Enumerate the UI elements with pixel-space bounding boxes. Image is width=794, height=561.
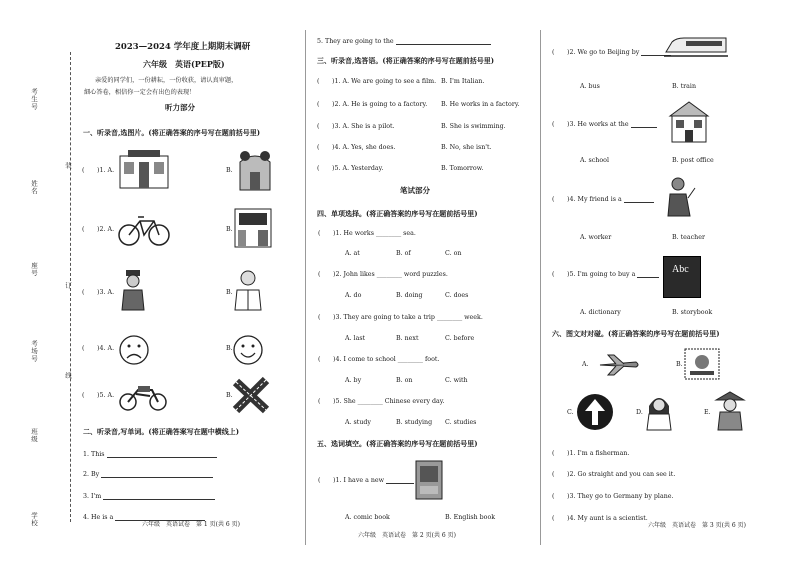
section1-title: 一、听录音,选图片。(将正确答案的序号写在题前括号里) [83,128,261,137]
s4-item-4-a: A. by [345,377,362,384]
s2-item-1: 1. This [83,452,217,458]
s5-item-3-a: A. school [580,157,609,164]
s4-item-2-a: A. do [345,292,362,299]
s4-item-3-c: C. before [445,335,475,342]
s4-item-2-b: B. doing [396,292,423,299]
dictionary-picture [663,256,701,298]
sad-face-icon [118,334,150,366]
s5-item-2-q: ( )2. We go to Beijing by [552,50,671,56]
field-seat-no: 座号 [30,262,38,277]
s6-item-4: ( )4. My aunt is a scientist. [552,515,648,522]
post-office-picture [666,100,712,144]
s1-item-2: ( )2. A. [82,226,115,233]
page2-footer: 六年级 英语试卷 第 2 页(共 6 页) [358,532,456,539]
s4-item-2-c: C. does [445,292,469,299]
s3-item-3-a: ( )3. A. She is a pilot. [317,123,395,130]
s5-item-4-a: A. worker [580,234,612,241]
field-name: 姓名 [30,180,38,195]
fisherman-picture [712,390,748,432]
s5-item-5-q: ( )5. I'm going to buy a [552,272,659,278]
plane-picture [598,354,640,376]
s1-item-4-b: B. [226,345,233,352]
listening-title: 听力部分 [165,103,195,112]
section3-title: 三、听录音,选答语。(将正确答案的序号写在题前括号里) [317,56,495,65]
s6-item-2: ( )2. Go straight and you can see it. [552,471,676,478]
s4-item-3-b: B. next [396,335,419,342]
pic-label-c: C. [567,409,574,416]
page1-footer: 六年级 英语试卷 第 1 页(共 6 页) [142,521,240,528]
section4-title: 四、单项选择。(将正确答案的序号写在题前括号里) [317,209,478,218]
pic-label-e: E. [704,409,711,416]
s5-item-1-b: B. English book [445,514,496,521]
s3-item-3-b: B. She is swimming. [441,123,506,130]
s1-item-5-b: B. [226,392,233,399]
motorcycle-picture [118,378,168,412]
s3-item-1-a: ( )1. A. We are going to see a film. [317,78,437,85]
s4-item-5-b: B. studying [396,419,433,426]
s5-item-1-a: A. comic book [345,514,390,521]
s5-item-3-q: ( )3. He works at the [552,122,657,128]
s3-item-4-a: ( )4. A. Yes, she does. [317,144,396,151]
section5-title: 五、选词填空。(将正确答案的序号写在题前括号里) [317,439,478,448]
s4-item-4-b: B. on [396,377,413,384]
pic-label-a: A. [582,361,589,368]
s1-item-2-b: B. [226,226,233,233]
s4-item-4-c: C. with [445,377,468,384]
s4-item-3-a: A. last [345,335,366,342]
s3-item-4-b: B. No, she isn't. [441,144,492,151]
s4-item-1-b: B. of [396,250,411,257]
stamp-picture [684,348,720,380]
house-picture [238,148,272,192]
bicycle-picture [118,213,170,247]
exam-subtitle: 六年级 英语(PEP版) [143,59,225,69]
s1-item-1-b: B. [226,167,233,174]
s5-item-5-a: A. dictionary [580,309,621,316]
s4-item-2-q: ( )2. John likes ________ word puzzles. [318,271,448,278]
classroom-picture [234,208,272,248]
pic-label-d: D. [636,409,643,416]
s2-item-4: 4. He is a [83,515,205,521]
column-divider-2 [540,30,541,545]
pic-label-b: B. [676,361,683,368]
s4-item-5-q: ( )5. She ________ Chinese every day. [318,398,445,405]
happy-face-icon [232,334,264,366]
s5-item-3-b: B. post office [672,157,714,164]
page3-footer: 六年级 英语试卷 第 3 页(共 6 页) [648,522,746,529]
s6-item-1: ( )1. I'm a fisherman. [552,450,630,457]
intro-line-1: 亲爱的同学们，一份耕耘，一份收获，请认真审题， [95,77,238,84]
s4-item-5-c: C. studies [445,419,477,426]
shop-picture [118,150,170,190]
s3-item-5-b: B. Tomorrow. [441,165,484,172]
s5-item-2-b: B. train [672,83,696,90]
s1-item-3: ( )3. A. [82,289,115,296]
writing-title: 笔试部分 [400,186,430,195]
section6-title: 六、图文对对碰。(将正确答案的序号写在题前括号里) [552,329,720,338]
book-picture [415,460,443,500]
s2-item-3: 3. I'm [83,494,215,500]
s2-item-2: 2. By [83,472,213,478]
binding-mark-zhuang: 装 [64,162,72,170]
scientist-picture [644,392,674,432]
s5-item-4-b: B. teacher [672,234,705,241]
s6-item-3: ( )3. They go to Germany by plane. [552,493,674,500]
field-class: 班级 [30,428,38,443]
exam-title: 2023—2024 学年度上期期末调研 [115,42,251,52]
s3-item-2-a: ( )2. A. He is going to a factory. [317,101,428,108]
s1-item-3-b: B. [226,289,233,296]
s2-item-5: 5. They are going to the [317,39,491,45]
s4-item-5-a: A. study [345,419,371,426]
s4-item-1-c: C. on [445,250,462,257]
police-picture [118,268,148,312]
section2-title: 二、听录音,写单词。(将正确答案写在题中横线上) [83,427,240,436]
dictionary-cover-text: Abc [672,264,689,275]
s3-item-5-a: ( )5. A. Yesterday. [317,165,384,172]
s4-item-1-q: ( )1. He works ________ sea. [318,230,416,237]
s4-item-1-a: A. at [345,250,360,257]
field-room-no: 考场号 [30,340,38,363]
train-picture [664,36,728,58]
s5-item-4-q: ( )4. My friend is a [552,197,654,203]
arrow-up-icon [576,393,614,431]
field-school: 学校 [30,512,38,527]
s3-item-2-b: B. He works in a factory. [441,101,520,108]
field-candidate-no: 考生号 [30,88,38,111]
s1-item-1: ( )1. A. [82,167,115,174]
s1-item-5: ( )5. A. [82,392,115,399]
s4-item-4-q: ( )4. I come to school ________ foot. [318,356,440,363]
teacher-picture [664,176,696,218]
intro-line-2: 細心答卷，相信你一定会有出色的表现！ [84,89,196,96]
s1-item-4: ( )4. A. [82,345,115,352]
doctor-picture [232,268,264,312]
s3-item-1-b: B. I'm Italian. [441,78,485,85]
binding-mark-ding: 订 [64,282,72,290]
s5-item-2-a: A. bus [580,83,600,90]
s5-item-1-q: ( )1. I have a new [318,478,414,484]
s5-item-5-b: B. storybook [672,309,713,316]
column-divider-1 [305,30,306,545]
crossroads-picture [232,376,272,414]
binding-mark-xian: 线 [64,372,72,380]
s4-item-3-q: ( )3. They are going to take a trip ________ week. [318,314,483,321]
